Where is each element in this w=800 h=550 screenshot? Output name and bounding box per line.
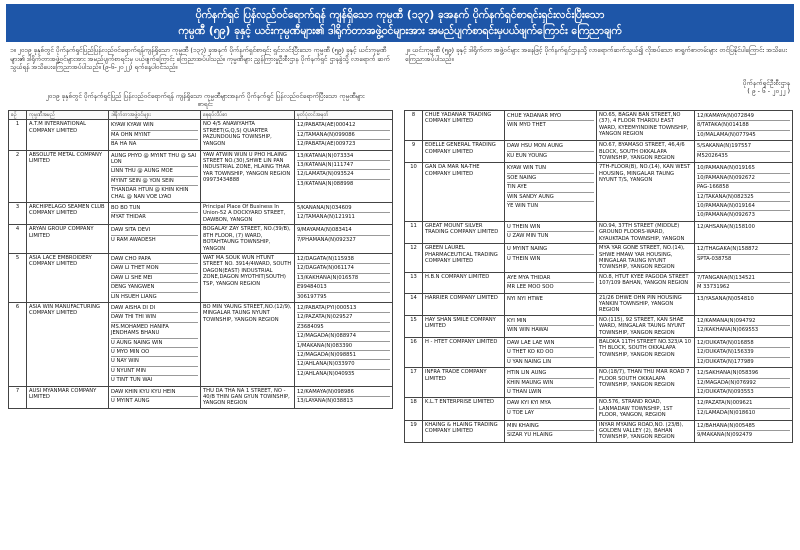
registration-numbers-item: 306197795	[297, 293, 327, 300]
director-names	[505, 163, 597, 221]
table-row	[405, 141, 793, 163]
director-names-item: SOE NAING	[507, 174, 594, 183]
director-names-item: U MYO MIN OO	[111, 348, 198, 357]
director-names-item: U YAN NAING LIN	[507, 358, 552, 365]
registration-numbers-item: 13/KATANA(N)088998	[297, 180, 354, 187]
director-names-item: KYI MIN	[507, 317, 594, 326]
registration-numbers	[695, 315, 793, 337]
registration-numbers	[295, 150, 393, 202]
registration-numbers	[695, 272, 793, 293]
row-number: 17	[405, 368, 423, 398]
table-row	[9, 386, 393, 408]
registration-numbers	[295, 120, 393, 150]
intro-text-2: ၂။ ယင်းကုမ္ပဏီ (၅၉) ခုနှင့် ဒါရိုက်တာ အဖွဲ့ဝင်များ အနေဖြင့် ပိုက်နက်ရှင်ဌာနသို့ လာရောက်ဆက်သွယ်၍ လိုအပ်သော စာရွက်စာတမ်းများ တင်ပြနိုင်ပါကြောင်း အသိပေးကြေညာအပ်ပါသည်။	[405, 46, 787, 63]
director-names	[505, 420, 597, 442]
director-names-item: DENG YANGWEN	[111, 283, 198, 292]
registration-numbers-item: 10/PAMANA(N)019164	[697, 202, 790, 211]
registration-numbers	[695, 368, 793, 398]
registration-numbers-item: 12/PAZATA(N)029527	[297, 313, 390, 322]
director-names-item: MR LEE MOO SOO	[507, 284, 554, 291]
registration-numbers-item: 12/SAKHANA(N)058396	[697, 369, 790, 378]
row-number: 14	[405, 293, 423, 315]
company-table-left	[8, 110, 393, 409]
director-names-item: WIN WIN HAWAI	[507, 327, 549, 334]
registration-numbers-item: 13/KATANA(N)073334	[297, 152, 390, 161]
director-names	[109, 150, 201, 202]
registration-numbers-item: 12/LAMATA(N)093524	[297, 170, 390, 179]
director-names-item: MA OHN MYINT	[111, 131, 198, 140]
director-names-item: DAW AISHA DI DI	[111, 304, 198, 313]
registration-numbers-item: 13/LAYANA(N)038813	[297, 398, 353, 404]
company-name: ASIA LACE EMBROIDERY COMPANY LIMITED	[27, 253, 109, 302]
registration-numbers-item: 12/PABATA(AE)009723	[297, 141, 356, 148]
registration-numbers-item: 12/TAMANA(N)099086	[297, 131, 390, 140]
intro-text-1: ၁။ ၂၀၁၉ ခုနှစ်တွင် ပိုက်နက်ရှင်ပြည်ပြန်လည်ဝင်ရောက်ရန်ကျန်ရှိသော ကုမ္ပဏီ (၁၃၇) ခုအနက် ပိုက်နက်ရှင်စာရင်း ရှင်းလင်းပြီးသော ကုမ္ပဏီ (၅၉) ခုနှင့် ယင်းကုမ္ပဏီများ၏ ဒါရိုက်တာအဖွဲ့ဝင်များအား အမည်ပျက်စာရင်းမှ ပယ်ဖျက်ကြောင်း ကြေညာအပ်ပါသည်။ ကုမ္ပဏီများ ညွှန်ကြားမှုဦးစီးဌာန ပိုက်နက်ရှင် ဌာနခွဲသို့ လာရောက် ဆက်သွယ်ရန် အသိပေးကြေညာအပ်ပါသည်။ (၉-၆-၂၀၂၂) ရက်နေ့ပါဝင်သည်။	[10, 46, 390, 72]
row-number: 12	[405, 244, 423, 273]
director-names-item: DAW LI SHE MEI	[111, 274, 198, 283]
intro-paragraph-2	[405, 46, 790, 63]
table-row	[405, 221, 793, 243]
director-names-item: U RAM AWADESH	[111, 236, 156, 243]
table-row	[9, 203, 393, 225]
director-names	[109, 302, 201, 386]
registration-numbers-item: 12/KAMAYA(N)098986	[297, 388, 390, 397]
registration-numbers	[695, 111, 793, 141]
director-names-item: MYAT THIDAR	[111, 214, 146, 221]
director-names	[505, 272, 597, 293]
registration-numbers-item: 12/OUKATA(N)093553	[697, 389, 754, 395]
registration-numbers-item: 12/DAGATA(N)061174	[297, 264, 390, 273]
table-row	[9, 302, 393, 386]
company-name: GREAT MOUNT SILVER TRADING COMPANY LIMITED	[423, 221, 505, 243]
director-names-item: AYE MYA THIDAR	[507, 274, 594, 283]
row-number: 16	[405, 337, 423, 367]
director-names-item: U MYINT NAING	[507, 245, 594, 254]
director-names-item: DAW SITA DEVI	[111, 226, 198, 235]
registration-numbers-item: 1/MAKANA(N)083390	[297, 342, 390, 351]
table-header-row	[9, 111, 393, 120]
company-name: ASIA WIN MANUFACTURING COMPANY LIMITED	[27, 302, 109, 386]
director-names	[505, 141, 597, 163]
row-number: 11	[405, 221, 423, 243]
company-address: MYA YAR GONE STREET, NO.(14), SHWE HMAW YAR HOUSING, MINGALAR TAUNG NYUNT TOWNSHIP, YANGON REGION	[597, 244, 695, 273]
registration-numbers-item: 12/KAMAYA(N)072849	[697, 112, 790, 121]
director-names-item: U TINT TUN WAI	[111, 377, 153, 384]
table-row	[405, 293, 793, 315]
table-row	[9, 150, 393, 202]
registration-numbers-item: 7/PHAMANA(N)092327	[297, 236, 356, 243]
row-number: 5	[9, 253, 27, 302]
registration-numbers-item: 12/AHLANA(N)040935	[297, 370, 355, 377]
director-names-item: BA HA NA	[111, 141, 137, 148]
director-names-item: U TOE LAY	[507, 409, 534, 416]
registration-numbers-item: 12/KAMANA(N)094792	[697, 317, 790, 326]
director-names-item: MYINT SEIN @ YON SEIN	[111, 177, 198, 186]
table-row	[405, 244, 793, 273]
registration-numbers-item: 12/LAMADA(N)018610	[697, 409, 756, 416]
director-names-item: THANDAR HTUN @ KHIN KHIN CHAL @ NAN VOE LYAO	[111, 187, 189, 200]
director-names-item: U ZAW MIN TUN	[507, 233, 549, 240]
table-row	[405, 272, 793, 293]
table-row	[9, 225, 393, 254]
company-name: ARCHIPELAGO SEAMEN CLUB COMPANY LIMITED	[27, 203, 109, 225]
header-nrc: မှတ်ပုံတင်အမှတ်	[295, 111, 393, 120]
company-address: NO.67, BYAMASO STREET, 46,4/6 BLOCK, SOUTH OKKALAPA TOWNSHIP, YANGON REGION	[597, 141, 695, 163]
row-number: 6	[9, 302, 27, 386]
registration-numbers-item: 12/TAMANA(N)121911	[297, 214, 355, 221]
company-name: K.L.T ENTERPRISE LIMITED	[423, 398, 505, 420]
director-names-item: AUNG PHYO @ MYINT THU @ SAI LON	[111, 152, 198, 168]
registration-numbers	[295, 253, 393, 302]
company-address: 7TH-FLOOR(B), NO.(14), KAN WEST HOUSING, MINGALAR TAUNG NYUNT T/S, YANGON	[597, 163, 695, 221]
company-address: BO MIN YAUNG STREET,NO.(12/9), MINGALAR TAUNG NYUNT TOWNSHIP, YANGON REGION	[201, 302, 295, 386]
company-address: BALOKA 11TH STREET NO.323/A 10 TH BLOCK, SOUTH OKKALAPA TOWNSHIP, YANGON REGION	[597, 337, 695, 367]
registration-numbers-item: PAG-166858	[697, 183, 790, 192]
registration-numbers	[695, 163, 793, 221]
company-name: ARYAN GROUP COMPANY LIMITED	[27, 225, 109, 254]
director-names	[505, 221, 597, 243]
director-names-item: U THAN LWIN	[507, 389, 542, 395]
department-signature	[625, 79, 790, 95]
registration-numbers	[695, 141, 793, 163]
row-number: 9	[405, 141, 423, 163]
registration-numbers-item: 12/PAZATA(N)009621	[697, 399, 790, 408]
registration-numbers-item: 12/OUKATA(N)177989	[697, 358, 754, 365]
row-number: 13	[405, 272, 423, 293]
row-number: 19	[405, 420, 423, 442]
registration-numbers-item: 12/PABATA(PYI)000513	[297, 304, 390, 313]
director-names-item: U NYUNT MIN	[111, 367, 198, 376]
director-names	[109, 225, 201, 254]
registration-numbers	[295, 386, 393, 408]
director-names-item: DAW LI THET MON	[111, 264, 198, 273]
director-names	[109, 120, 201, 150]
registration-numbers	[695, 337, 793, 367]
table-row	[405, 111, 793, 141]
company-name: H - HTET COMPANY LIMITED	[423, 337, 505, 367]
registration-numbers	[695, 398, 793, 420]
row-number: 2	[9, 150, 27, 202]
registration-numbers-item: 8/TATAKA(N)014188	[697, 121, 790, 130]
director-names	[109, 386, 201, 408]
director-names-item: KHIN MAUNG WIN	[507, 379, 594, 388]
company-name: HAY SHAN SMILE COMPANY LIMITED	[423, 315, 505, 337]
notice-title-line-2: ကုမ္ပဏီ (၅၉) ခုနှင့် ယင်းကုမ္ပဏီများ၏ ဒါရိုက်တာအဖွဲ့ဝင်များအား အမည်ပျက်စာရင်းမှပယ်ဖျက်ကြောင်း ကြေညာချက်	[178, 25, 622, 37]
registration-numbers-item: 12/OUKATA(N)156339	[697, 348, 790, 357]
director-names	[109, 203, 201, 225]
row-number: 4	[9, 225, 27, 254]
table-row	[9, 120, 393, 150]
director-names-item: KYAW KYAW WIN	[111, 121, 198, 130]
director-names-item: WIN SANDY AUNG	[507, 193, 594, 202]
director-names-item: U THET KO KO OO	[507, 348, 594, 357]
company-name: GREEN LAUREL PHARMACEUTICAL TRADING COMPANY LIMITED	[423, 244, 505, 273]
director-names-item: U THEIN WIN	[507, 223, 594, 232]
company-address: BOGALAY ZAY STREET, NO.(39/B), 8TH FLOOR, (7) WARD, BOTAHTAUNG TOWNSHIP, YANGON	[201, 225, 295, 254]
row-number: 8	[405, 111, 423, 141]
company-name: A.T.M INTERNATIONAL COMPANY LIMITED	[27, 120, 109, 150]
registration-numbers-item: 12/OUKATA(N)016858	[697, 339, 790, 348]
registration-numbers	[295, 302, 393, 386]
header-directors: ဒါရိုက်တာအဖွဲ့ဝင်များ	[109, 111, 201, 120]
director-names	[505, 398, 597, 420]
company-name: GAN DA MAR NA-THE COMPANY LIMITED	[423, 163, 505, 221]
director-names-item: U THEIN WIN	[507, 255, 541, 262]
registration-numbers-item: 5/SAKANA(N)197557	[697, 142, 790, 151]
registration-numbers	[695, 221, 793, 243]
registration-numbers	[295, 225, 393, 254]
registration-numbers-item: M52026435	[697, 152, 728, 159]
registration-numbers-item: 12/AHLANA(N)033970	[297, 360, 390, 369]
director-names-item: U MYINT AUNG	[111, 398, 150, 404]
director-names	[505, 244, 597, 273]
company-address: NO.65, BAGAN BAN STREET,NO (37), 4 FLOOR THARDU EAST WARD, KYEEMYINDINE TOWNSHIP, YANGON REGION	[597, 111, 695, 141]
registration-numbers-item: 12/MAGADA(N)076992	[697, 379, 790, 388]
company-name: KHAING & HLAING TRADING COMPANY LIMITED	[423, 420, 505, 442]
registration-numbers-item: 10/PAMANA(N)092672	[697, 174, 790, 183]
department-name: ပိုက်နက်ရှင်ဦးစီးဌာန	[742, 79, 790, 87]
company-address: NO.576, STRAND ROAD, LANMADAW TOWNSHIP, 1ST FLOOR, YANGON, REGION	[597, 398, 695, 420]
director-names-item: U AUNG NAING WIN	[111, 339, 198, 348]
director-names-item: U NAY WIN	[111, 357, 198, 366]
registration-numbers	[695, 293, 793, 315]
header-company: ကုမ္ပဏီအမည်	[27, 111, 109, 120]
registration-numbers-item: 9/MAKANA(N)092479	[697, 432, 753, 439]
company-name: AUSI MYANMAR COMPANY LIMITED	[27, 386, 109, 408]
director-names-item: MS.MOHAMED HANIFA JENDHAMS BHANU	[111, 323, 198, 339]
table-row	[405, 163, 793, 221]
registration-numbers	[695, 420, 793, 442]
table-title: ၂၀၁၉ ခုနှစ်တွင် ပိုက်နက်ရှင်ပြည် ပြန်လည်ဝင်ရောက်ရန် ကျန်ရှိသော ကုမ္ပဏီများအနက် ပိုက်နက်ရှင် ပြန်လည်ဝင်ရောက်ပြီးသော ကုမ္ပဏီများစာရင်း	[45, 92, 365, 108]
registration-numbers-item: 12/KAKHANA(N)069553	[697, 327, 759, 334]
company-name: INFRA TRADE COMPANY LIMITED	[423, 368, 505, 398]
registration-numbers-item: SPTA-038758	[697, 255, 732, 262]
header-address: နေရပ်လိပ်စာ	[201, 111, 295, 120]
company-address: NO.8, HTUT KYEE PAGODA STREET 107/109 BAHAN, YANGON REGION	[597, 272, 695, 293]
table-row	[405, 398, 793, 420]
company-address: NO.(115), 92 STREET, KAN SHAE WARD, MINGALAR TAUNG NYUNT TOWNSHIP, YANGON REGION	[597, 315, 695, 337]
registration-numbers	[695, 244, 793, 273]
director-names	[505, 337, 597, 367]
company-address: NO 4/5 ANAWYAHTA STREET(G,Q,S) QUARTER PAZUNDOUNG TOWNSHIP, YANGON	[201, 120, 295, 150]
company-address: THU DA THA NA 1 STREET, NO - 40/B THIN GAN GYUN TOWNSHIP, YANGON REGION	[201, 386, 295, 408]
registration-numbers-item: E99484013	[297, 283, 390, 292]
director-names	[109, 253, 201, 302]
table-row	[9, 253, 393, 302]
director-names-item: DAW KYI KYI MYA	[507, 399, 594, 408]
registration-numbers-item: 12/THAGAKA(N)158872	[697, 245, 790, 254]
company-address: WAT MA SOUK WUN HTUNT STREET NO. 3914/4WARD, SOUTH DAGON(EAST) INDUSTRIAL ZONE,DAGON MYOTHIT(SOUTH) TSP, YANGON REGION	[201, 253, 295, 302]
director-names-item: DAW LAE LAE WIN	[507, 339, 594, 348]
registration-numbers-item: 10/PAMANA(N)019165	[697, 164, 790, 173]
director-names-item: MIN KHAING	[507, 422, 594, 431]
director-names-item: BO BO TUN	[111, 204, 198, 213]
company-name: H.B.N COMPANY LIMITED	[423, 272, 505, 293]
registration-numbers-item: 12/AHSANA(N)158100	[697, 223, 755, 230]
company-address: 21/26 DHWE OHN PIN HOUSING YANKIN TOWNSHIP, YANGON REGION	[597, 293, 695, 315]
director-names	[505, 111, 597, 141]
company-address: Principal Place Of Business In Union-52 A DOCKYARD STREET, DAWBON, YANGON	[201, 203, 295, 225]
director-names-item: KYAW WIN TUN	[507, 164, 594, 173]
notice-title-line-1: ပိုက်နက်ရှင် ပြန်လည်ဝင်ရောက်ရန် ကျန်ရှိသော ကုမ္ပဏီ (၁၃၇) ခုအနက် ပိုက်နက်ရှင်စာရင်းရှင်းလင်းပြီးသော	[195, 9, 605, 21]
header-no: စဉ်	[9, 111, 27, 120]
director-names	[505, 368, 597, 398]
registration-numbers-item: 12/PABATA(AE)000412	[297, 121, 390, 130]
registration-numbers-item: 12/BAHANA(N)005485	[697, 422, 790, 431]
company-name: CHUE YADANAR TRADING COMPANY LIMITED	[423, 111, 505, 141]
company-address: NO.94, 37TH STREET (MIDDLE) GROUND FLOORS-WARD, KYAUKTADA TOWNSHIP, YANGON	[597, 221, 695, 243]
row-number: 18	[405, 398, 423, 420]
registration-numbers-item: M 33731962	[697, 284, 730, 291]
director-names-item: YE WIN TUN	[507, 203, 539, 210]
registration-numbers-item: 7/TANGANA(N)134521	[697, 274, 790, 283]
notice-title-banner	[6, 4, 794, 42]
registration-numbers-item: 12/MAGADA(N)088974	[297, 332, 390, 341]
row-number: 3	[9, 203, 27, 225]
registration-numbers-item: Z3684095	[297, 323, 390, 332]
row-number: 1	[9, 120, 27, 150]
company-address: INYAR MYAING ROAD,NO. (23/B), GOLDEN VALLEY (2), BAHAN TOWNSHIP, YANGON REGION	[597, 420, 695, 442]
registration-numbers-item: 12/DAGATA(N)115938	[297, 255, 390, 264]
director-names-item: DAW KHIN KYU KYU HEIN	[111, 388, 198, 397]
director-names-item: LIN HSUEH LIANG	[111, 293, 157, 300]
registration-numbers-item: 12/TAKANA(N)082325	[697, 193, 790, 202]
table-row	[405, 420, 793, 442]
director-names	[505, 315, 597, 337]
director-names-item: DAW HSU MON AUNG	[507, 142, 594, 151]
director-names-item: LINN THU @ AUNG MOE	[111, 167, 198, 176]
company-address: YAW ATWIN WUN U PHO HLAING STREET NO.(30),SHWE LIN PAN INDUSTRIAL ZONE, HLAING THAR YAR TOWNSHIP, YANGON REGION 09973434888	[201, 150, 295, 202]
row-number: 7	[9, 386, 27, 408]
intro-paragraph-1	[10, 46, 390, 72]
registration-numbers-item: 9/MAYAMA(N)083414	[297, 226, 390, 235]
company-name: ABSOLUTE METAL COMPANY LIMITED	[27, 150, 109, 202]
director-names	[505, 293, 597, 315]
company-table-right	[404, 110, 793, 443]
row-number: 15	[405, 315, 423, 337]
registration-numbers-item: 13/YASANA(N)054810	[697, 295, 754, 302]
row-number: 10	[405, 163, 423, 221]
company-name: HARRIER COMPANY LIMITED	[423, 293, 505, 315]
director-names-item: TIN AYE	[507, 183, 594, 192]
registration-numbers-item: 13/KATANA(N)111747	[297, 161, 390, 170]
table-row	[405, 315, 793, 337]
director-names-item: HTIN LIN AUNG	[507, 369, 594, 378]
table-row	[405, 337, 793, 367]
director-names-item: KU EUN YOUNG	[507, 152, 547, 159]
registration-numbers-item: 12/MAGADA(N)098851	[297, 351, 390, 360]
director-names-item: WIN MYO THET	[507, 122, 546, 129]
director-names-item: DAW CHO PAPA	[111, 255, 198, 264]
company-name: EDELLE GENERAL TRADING COMPANY LIMITED	[423, 141, 505, 163]
company-address: NO.(18/7), THAN THU MAR ROAD 7 FLOOR SOUTH OKKALAPA TOWNSHIP, YANGON REGION	[597, 368, 695, 398]
registration-numbers-item: 5/KANANA(N)034609	[297, 204, 390, 213]
registration-numbers-item: 10/MALAMA(N)077945	[697, 131, 756, 138]
director-names-item: CHUE YADANAR MYO	[507, 112, 594, 121]
director-names-item: SIZAR YU HLAING	[507, 432, 553, 439]
director-names-item: NYI NYI HTWE	[507, 295, 543, 302]
registration-numbers-item: 13/KAKHANA(N)016578	[297, 274, 390, 283]
table-row	[405, 368, 793, 398]
registration-numbers-item: 10/PAMANA(N)092673	[697, 212, 755, 219]
director-names-item: DAW THI THI WIN	[111, 313, 198, 322]
registration-numbers	[295, 203, 393, 225]
notice-date: ( ၉ - ၆ - ၂၀၂၂ )	[747, 87, 790, 95]
